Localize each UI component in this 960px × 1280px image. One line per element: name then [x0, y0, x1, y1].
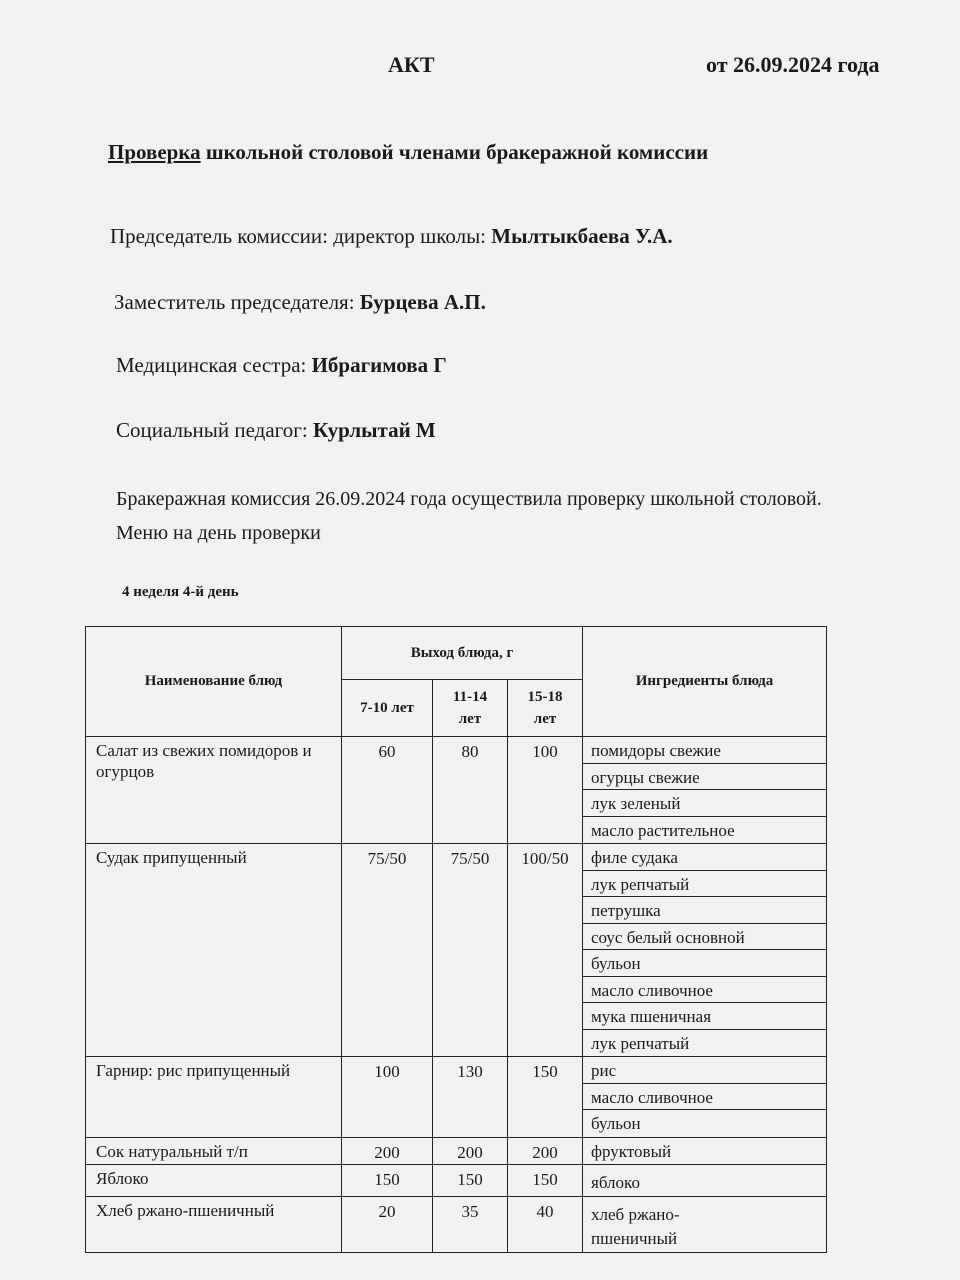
ingredient: соус белый основной — [583, 924, 826, 951]
dish-name: Яблоко — [86, 1165, 342, 1197]
ingredient: хлеб ржано-пшеничный — [591, 1205, 680, 1248]
output-15-18: 200 — [508, 1137, 583, 1165]
member-name: Ибрагимова Г — [311, 353, 447, 377]
dish-name: Гарнир: рис припущенный — [86, 1057, 342, 1138]
ingredients-cell — [583, 1057, 827, 1138]
member-deputy — [114, 290, 486, 315]
table-row — [86, 1057, 827, 1138]
member-role: Социальный педагог: — [116, 418, 313, 442]
member-role: Заместитель председателя: — [114, 290, 360, 314]
member-name: Бурцева А.П. — [359, 290, 486, 314]
header-output: Выход блюда, г — [342, 627, 583, 680]
output-7-10: 60 — [342, 737, 433, 844]
output-15-18: 100/50 — [508, 844, 583, 1057]
week-day-label: 4 неделя 4-й день — [122, 584, 239, 600]
dish-name: Хлеб ржано-пшеничный — [86, 1197, 342, 1253]
ingredients-cell — [583, 1197, 827, 1253]
output-7-10: 150 — [342, 1165, 433, 1197]
document-type: АКТ — [388, 52, 435, 77]
ingredient: петрушка — [583, 897, 826, 924]
ingredient: бульон — [583, 950, 826, 977]
output-11-14: 200 — [433, 1137, 508, 1165]
ingredient: яблоко — [591, 1173, 640, 1192]
dish-name: Салат из свежих помидоров и огурцов — [86, 737, 342, 844]
member-social-pedagogue — [116, 418, 436, 443]
output-7-10: 75/50 — [342, 844, 433, 1057]
ingredient: фруктовый — [591, 1141, 672, 1161]
dish-name: Сок натуральный т/п — [86, 1137, 342, 1165]
table-header-row — [86, 627, 827, 680]
table-row — [86, 1137, 827, 1165]
menu-table — [85, 626, 827, 1253]
ingredients-cell — [583, 1137, 827, 1165]
subject-underlined: Проверка — [108, 140, 201, 164]
output-15-18: 150 — [508, 1057, 583, 1138]
ingredient: лук репчатый — [583, 871, 826, 898]
header-age-7-10: 7-10 лет — [342, 680, 433, 737]
document-date: от 26.09.2024 года — [706, 52, 880, 77]
output-7-10: 200 — [342, 1137, 433, 1165]
ingredient: масло растительное — [591, 820, 735, 840]
output-11-14: 80 — [433, 737, 508, 844]
header-age-15-18: 15-18 лет — [508, 680, 583, 737]
ingredients-cell — [583, 737, 827, 844]
header-dish-name: Наименование блюд — [86, 627, 342, 737]
output-15-18: 100 — [508, 737, 583, 844]
member-chairman — [110, 224, 673, 249]
table-row — [86, 1165, 827, 1197]
ingredient: огурцы свежие — [583, 764, 826, 791]
inspection-paragraph: Бракеражная комиссия 26.09.2024 года осуществила проверку школьной столовой. Меню на день проверки — [116, 488, 822, 544]
header-age-11-14: 11-14 лет — [433, 680, 508, 737]
output-11-14: 130 — [433, 1057, 508, 1138]
table-row — [86, 737, 827, 844]
ingredient: филе судака — [583, 844, 826, 871]
ingredients-cell — [583, 1165, 827, 1197]
output-11-14: 35 — [433, 1197, 508, 1253]
ingredient: лук репчатый — [591, 1033, 690, 1053]
ingredients-cell — [583, 844, 827, 1057]
member-name: Курлытай М — [312, 418, 436, 442]
table-row — [86, 1197, 827, 1253]
member-role: Медицинская сестра: — [116, 353, 312, 377]
member-role: Председатель комиссии: директор школы: — [110, 224, 492, 248]
output-15-18: 40 — [508, 1197, 583, 1253]
ingredient: лук зеленый — [583, 790, 826, 817]
dish-name: Судак припущенный — [86, 844, 342, 1057]
output-7-10: 100 — [342, 1057, 433, 1138]
output-11-14: 150 — [433, 1165, 508, 1197]
output-11-14: 75/50 — [433, 844, 508, 1057]
document-subject — [108, 140, 708, 165]
ingredient: масло сливочное — [583, 1084, 826, 1111]
table-row — [86, 844, 827, 1057]
ingredient: помидоры свежие — [583, 737, 826, 764]
output-15-18: 150 — [508, 1165, 583, 1197]
subject-rest: школьной столовой членами бракеражной комиссии — [200, 140, 709, 164]
ingredient: рис — [583, 1057, 826, 1084]
ingredient: масло сливочное — [583, 977, 826, 1004]
ingredient: мука пшеничная — [583, 1003, 826, 1030]
ingredient: бульон — [591, 1114, 641, 1133]
output-7-10: 20 — [342, 1197, 433, 1253]
member-name: Мылтыкбаева У.А. — [491, 224, 673, 248]
member-nurse — [116, 353, 447, 378]
header-ingredients: Ингредиенты блюда — [583, 627, 827, 737]
